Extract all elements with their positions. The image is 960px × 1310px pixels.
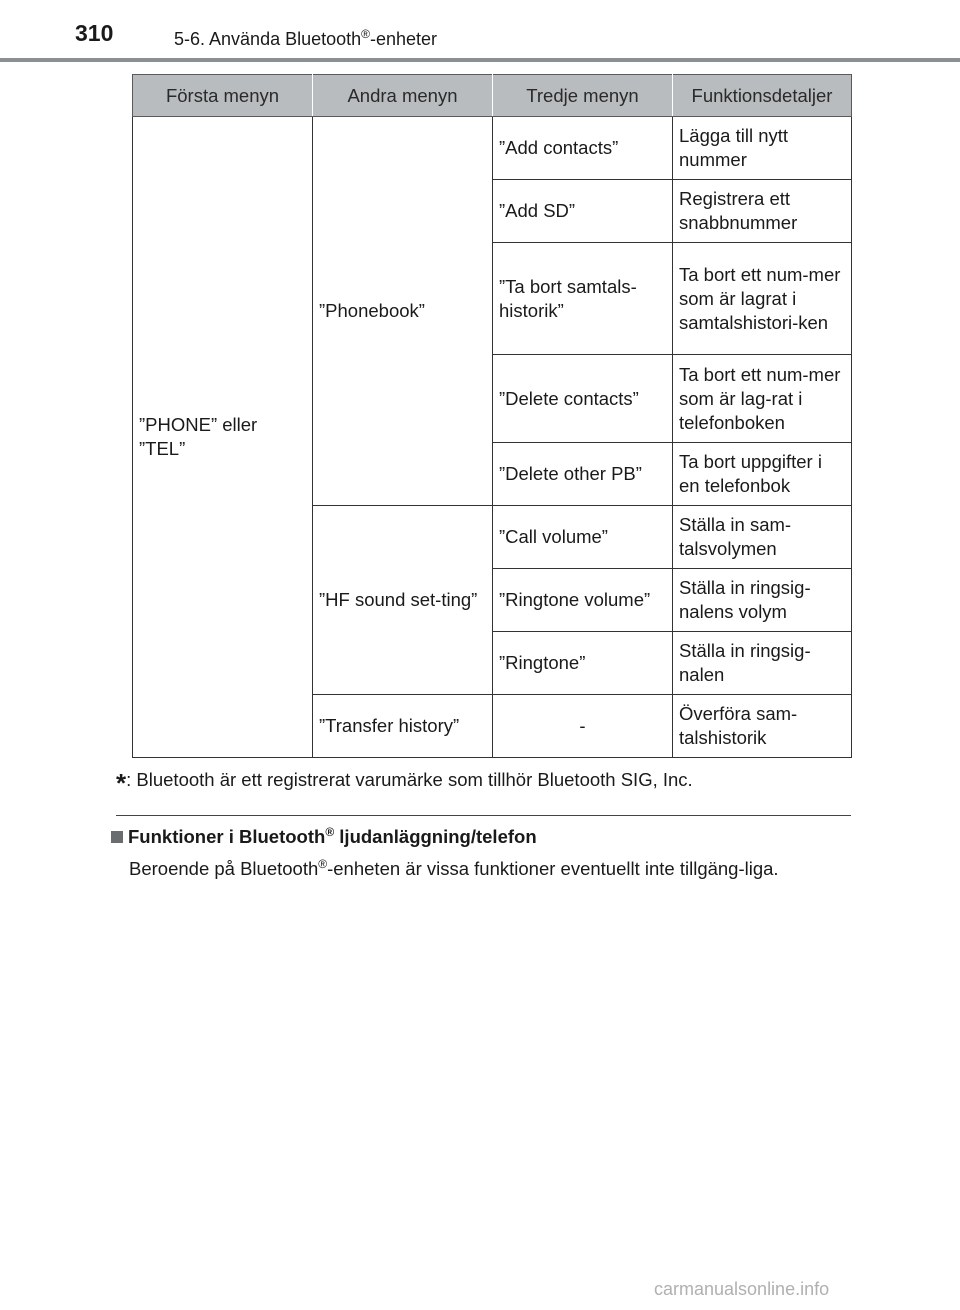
third-menu-cell: ”Ta bort samtals-historik”: [493, 243, 673, 355]
third-menu-cell: ”Ringtone”: [493, 632, 673, 695]
detail-cell: Ta bort uppgifter i en telefonbok: [673, 443, 852, 506]
table-row: [133, 117, 852, 180]
watermark: carmanualsonline.info: [654, 1279, 830, 1299]
section-title: 5-6. Använda Bluetooth®-enheter: [174, 27, 438, 49]
footnote-text: : Bluetooth är ett registrerat varumärke som tillhör Bluetooth SIG, Inc.: [126, 769, 693, 790]
third-menu-cell: -: [493, 695, 673, 758]
phonebook-cell: ”Phonebook”: [313, 117, 493, 506]
third-menu-cell: ”Ringtone volume”: [493, 569, 673, 632]
header-third-menu: Tredje menyn: [493, 75, 673, 117]
subsection-body: Beroende på Bluetooth®-enheten är vissa funktioner eventuellt inte tillgäng-liga.: [129, 857, 779, 880]
transfer-history-cell: ”Transfer history”: [313, 695, 493, 758]
third-menu-cell: ”Delete other PB”: [493, 443, 673, 506]
header-second-menu: Andra menyn: [313, 75, 493, 117]
first-menu-cell: ”PHONE” eller ”TEL”: [133, 117, 313, 758]
detail-cell: Ställa in sam-talsvolymen: [673, 506, 852, 569]
page-header: [0, 0, 960, 60]
detail-cell: Registrera ett snabbnummer: [673, 180, 852, 243]
hf-sound-cell: ”HF sound set-ting”: [313, 506, 493, 695]
table-header-row: [133, 75, 852, 117]
header-first-menu: Första menyn: [133, 75, 313, 117]
page-number: 310: [75, 20, 114, 46]
header-function-details: Funktionsdetaljer: [673, 75, 852, 117]
third-menu-cell: ”Add contacts”: [493, 117, 673, 180]
footnote-marker: *: [116, 768, 127, 798]
detail-cell: Överföra sam-talshistorik: [673, 695, 852, 758]
detail-cell: Ställa in ringsig-nalen: [673, 632, 852, 695]
section-divider: [116, 815, 851, 816]
header-divider: [0, 58, 960, 62]
third-menu-cell: ”Add SD”: [493, 180, 673, 243]
subsection-heading: Funktioner i Bluetooth® ljudanläggning/telefon: [111, 825, 537, 848]
detail-cell: Lägga till nytt nummer: [673, 117, 852, 180]
third-menu-cell: ”Call volume”: [493, 506, 673, 569]
detail-cell: Ta bort ett num-mer som är lag-rat i telefonboken: [673, 355, 852, 443]
bullet-square-icon: [111, 831, 123, 843]
menu-table: [132, 74, 852, 758]
detail-cell: Ta bort ett num-mer som är lagrat i samtalshistori-ken: [673, 243, 852, 355]
detail-cell: Ställa in ringsig-nalens volym: [673, 569, 852, 632]
third-menu-cell: ”Delete contacts”: [493, 355, 673, 443]
footnote: [116, 768, 693, 799]
